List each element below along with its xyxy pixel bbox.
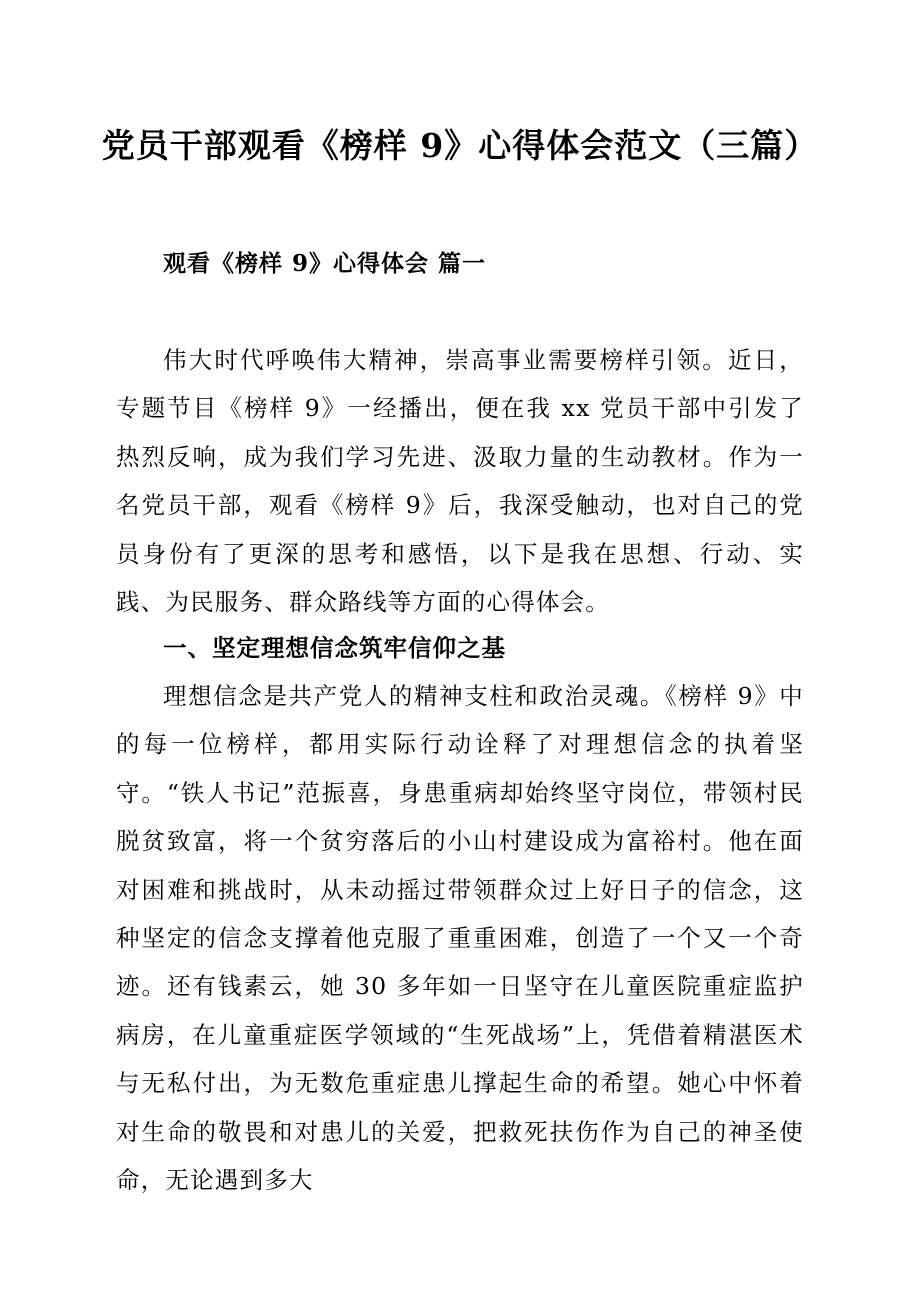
section-heading: 一、坚定理想信念筑牢信仰之基 <box>163 634 506 662</box>
article-subtitle: 观看《榜样 9》心得体会 篇一 <box>163 250 487 277</box>
paragraph-section-one: 理想信念是共产党人的精神支柱和政治灵魂。《榜样 9》中的每一位榜样，都用实际行动诠释了对理想信念的执着坚守。“铁人书记”范振喜，身患重病却始终坚守岗位，带领村民脱贫致富，将一个贫穷落后的小山村建设成为富裕村。他在面对困难和挑战时，从未动摇过带领群众过上好日子的信念，这种坚定的信念支撑着他克服了重重困难，创造了一个又一个奇迹。还有钱素云，她 30 多年如一日坚守在儿童医院重症监护病房，在儿童重症医学领域的“生死战场”上，凭借着精湛医术与无私付出，为无数危重症患儿撑起生命的希望。她心中怀着对生命的敬畏和对患儿的关爱，把救死扶伤作为自己的神圣使命，无论遇到多大 <box>116 682 804 1195</box>
document-title: 党员干部观看《榜样 9》心得体会范文（三篇） <box>101 126 819 165</box>
paragraph-intro: 伟大时代呼唤伟大精神，崇高事业需要榜样引领。近日，专题节目《榜样 9》一经播出，便在我 xx 党员干部中引发了热烈反响，成为我们学习先进、汲取力量的生动教材。作为一名党员干部，观看《榜样 9》后，我深受触动，也对自己的党员身份有了更深的思考和感悟，以下是我在思想、行动、实践、为民服务、群众路线等方面的心得体会。 <box>116 346 804 617</box>
